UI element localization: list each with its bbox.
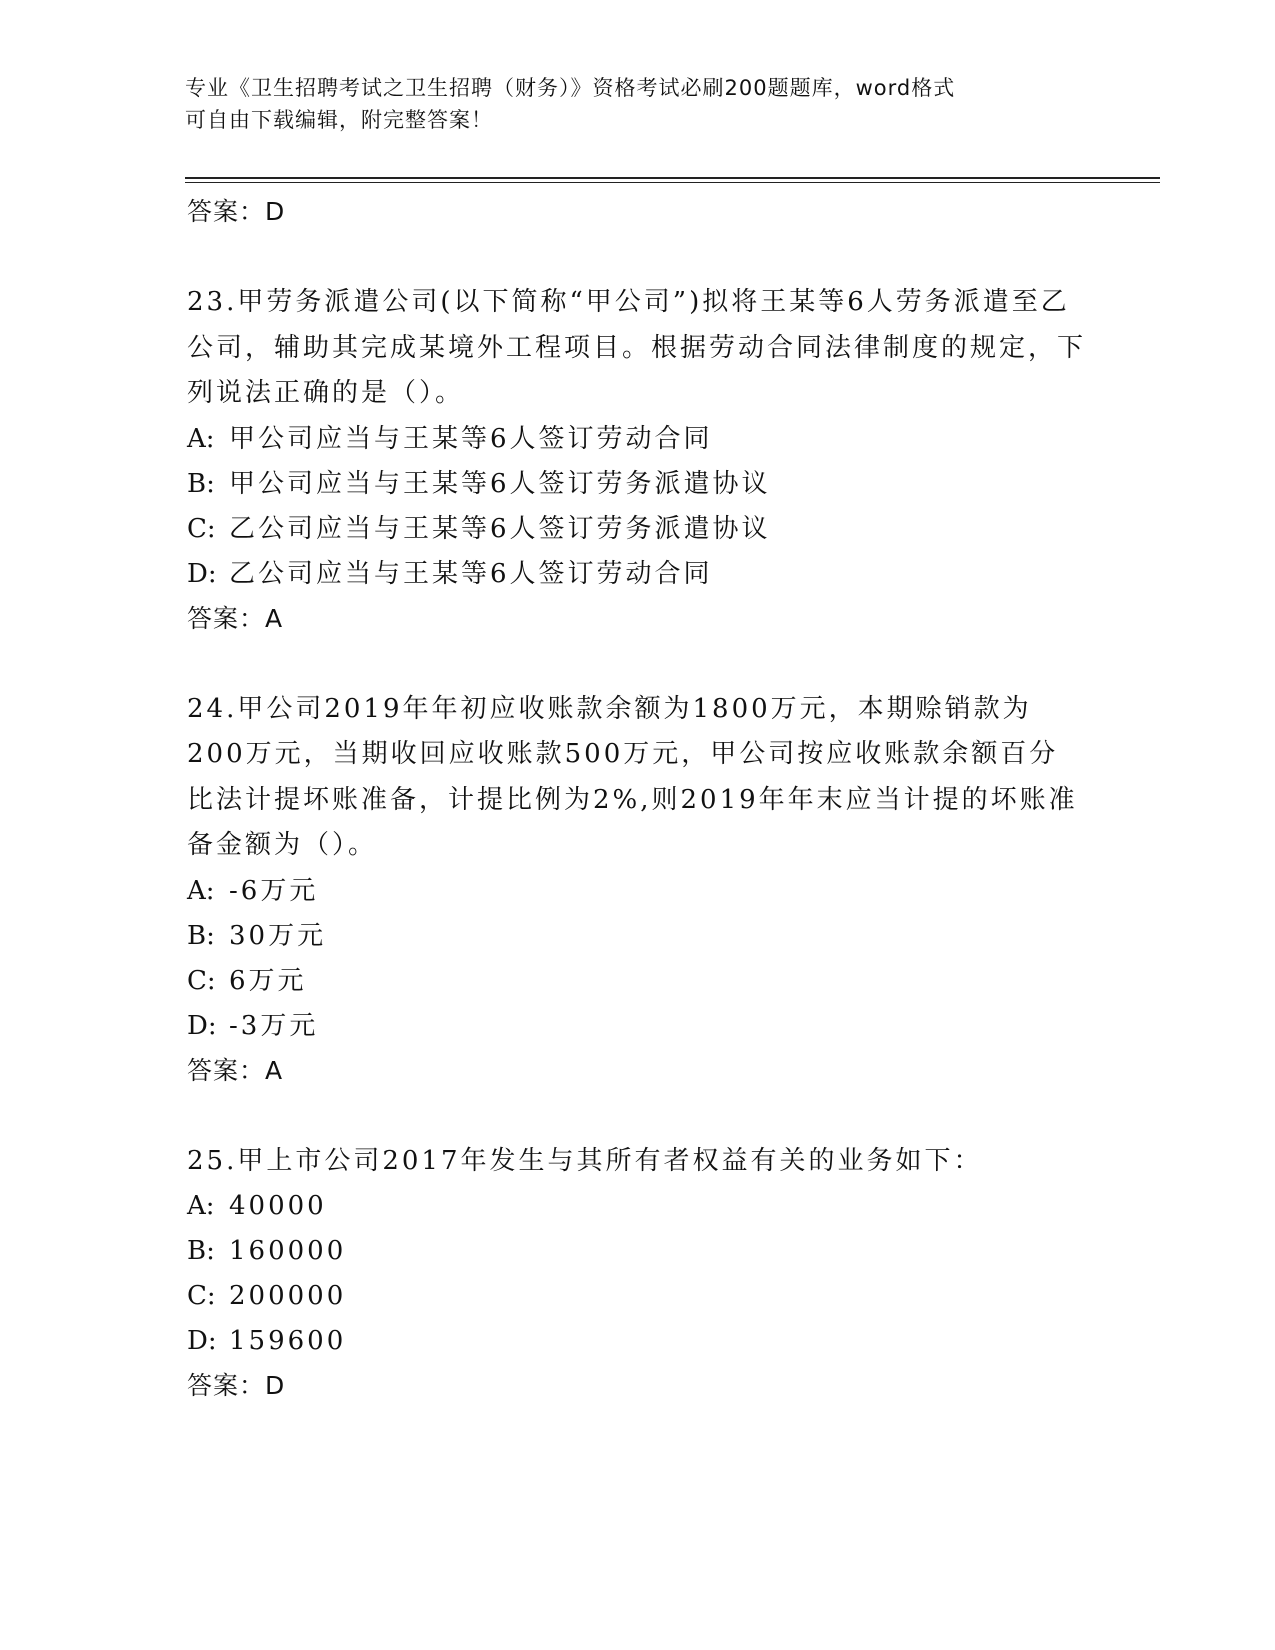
option-d	[187, 1004, 1087, 1049]
answer-line: 答案：A	[187, 603, 284, 633]
option-text: 6万元	[229, 965, 307, 996]
question-25	[187, 1139, 1087, 1409]
option-d	[187, 1319, 1087, 1364]
option-label: C:	[187, 1281, 216, 1311]
question-list	[187, 190, 1087, 1408]
question-23	[187, 280, 1087, 641]
option-text: 甲公司应当与王某等6人签订劳务派遣协议	[229, 468, 771, 499]
option-text: 甲公司应当与王某等6人签订劳动合同	[229, 423, 713, 454]
option-label: B:	[187, 920, 215, 951]
option-text: 159600	[229, 1326, 347, 1356]
option-label: B:	[187, 468, 215, 499]
option-text: 40000	[229, 1191, 327, 1221]
header-line-1: 专业《卫生招聘考试之卫生招聘（财务）》资格考试必刷200题题库，word格式	[185, 76, 956, 100]
option-text: -6万元	[229, 875, 319, 906]
option-text: 乙公司应当与王某等6人签订劳务派遣协议	[229, 513, 771, 544]
previous-answer: 答案：D	[187, 197, 286, 226]
option-c	[187, 507, 1087, 552]
option-label: B:	[187, 1236, 215, 1266]
header-rule-thin	[185, 182, 1160, 183]
option-a	[187, 1184, 1087, 1229]
option-text: 200000	[229, 1281, 347, 1311]
option-b	[187, 1229, 1087, 1274]
option-label: C:	[187, 965, 216, 996]
option-label: D:	[187, 1010, 217, 1041]
option-text: 乙公司应当与王某等6人签订劳动合同	[229, 558, 713, 589]
document-header	[185, 72, 1065, 136]
option-text: 160000	[229, 1236, 347, 1266]
option-d	[187, 552, 1087, 597]
option-label: A:	[187, 1191, 215, 1221]
option-text: -3万元	[229, 1010, 319, 1041]
header-line-2: 可自由下载编辑，附完整答案！	[185, 108, 493, 132]
question-stem: 25.甲上市公司2017年发生与其所有者权益有关的业务如下：	[187, 1145, 983, 1176]
question-stem: 24.甲公司2019年年初应收账款余额为1800万元，本期赊销款为200万元，当期收回应收账款500万元，甲公司按应收账款余额百分比法计提坏账准备，计提比例为2%,则2019年年末应当计提的坏账准备金额为（）。	[187, 693, 1078, 860]
option-c	[187, 959, 1087, 1004]
option-a	[187, 869, 1087, 914]
question-stem: 23.甲劳务派遣公司(以下简称“甲公司”)拟将王某等6人劳务派遣至乙公司，辅助其完成某境外工程项目。根据劳动合同法律制度的规定，下列说法正确的是（）。	[187, 287, 1087, 408]
option-b	[187, 914, 1087, 959]
option-label: D:	[187, 558, 217, 589]
option-a	[187, 417, 1087, 462]
answer-line: 答案：D	[187, 1371, 286, 1400]
answer-line: 答案：A	[187, 1055, 284, 1085]
option-c	[187, 1274, 1087, 1319]
question-24	[187, 687, 1087, 1093]
option-text: 30万元	[229, 920, 327, 951]
header-rule-thick	[185, 177, 1160, 179]
option-label: A:	[187, 875, 215, 906]
option-label: C:	[187, 513, 216, 544]
option-label: A:	[187, 423, 215, 454]
option-label: D:	[187, 1326, 217, 1356]
option-b	[187, 462, 1087, 507]
